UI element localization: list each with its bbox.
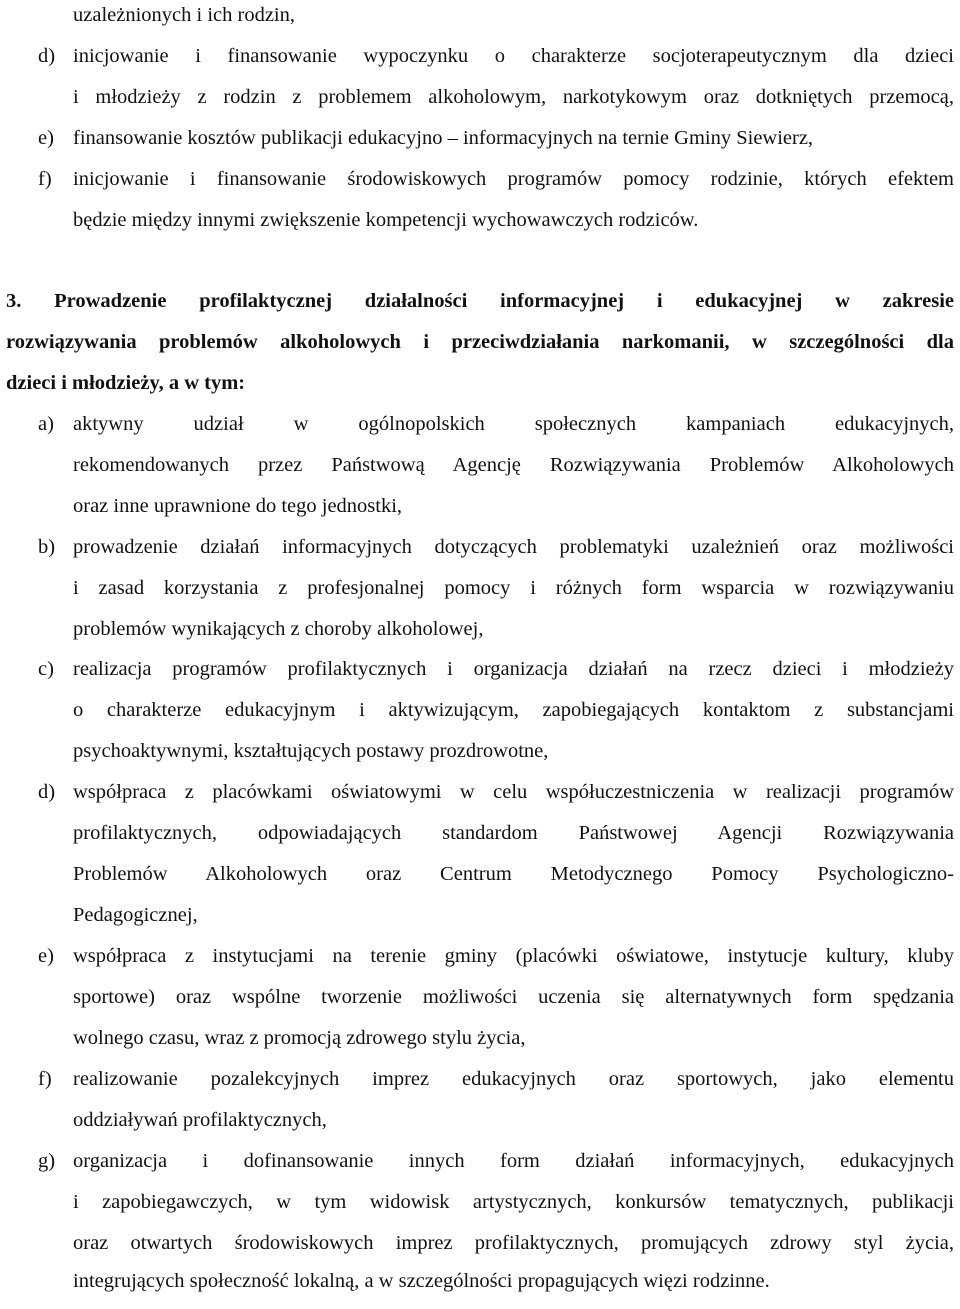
list-marker: b): [38, 536, 56, 558]
list-marker: e): [38, 945, 54, 967]
section-heading-line: rozwiązywania problemów alkoholowych i przeciwdziałania narkomanii, w szczególności dla: [6, 331, 954, 353]
list-item-line: oraz inne uprawnione do tego jednostki,: [73, 495, 403, 517]
list-marker: f): [38, 1068, 52, 1090]
list-marker: d): [38, 45, 56, 67]
list-item-line: profilaktycznych, odpowiadających standardom Państwowej Agencji Rozwiązywania: [73, 822, 954, 844]
list-item-line: współpraca z placówkami oświatowymi w celu współuczestniczenia w realizacji programów: [73, 781, 954, 803]
list-marker: a): [38, 413, 54, 435]
list-item-line: oddziaływań profilaktycznych,: [73, 1109, 327, 1131]
list-item-line: aktywny udział w ogólnopolskich społecznych kampaniach edukacyjnych,: [73, 413, 954, 435]
list-item-line: integrujących społeczność lokalną, a w szczególności propagujących więzi rodzinne.: [73, 1270, 770, 1292]
list-item-line: Pedagogicznej,: [73, 904, 198, 926]
list-marker: c): [38, 658, 54, 680]
list-item-line: sportowe) oraz wspólne tworzenie możliwości uczenia się alternatywnych form spędzania: [73, 986, 954, 1008]
list-item-line: rekomendowanych przez Państwową Agencję Rozwiązywania Problemów Alkoholowych: [73, 454, 954, 476]
list-item-line: organizacja i dofinansowanie innych form działań informacyjnych, edukacyjnych: [73, 1150, 954, 1172]
list-item-line: problemów wynikających z choroby alkoholowej,: [73, 618, 484, 640]
list-item-line: psychoaktywnymi, kształtujących postawy prozdrowotne,: [73, 740, 549, 762]
section-heading-line: 3. Prowadzenie profilaktycznej działalności informacyjnej i edukacyjnej w zakresie: [6, 290, 954, 312]
list-item-line: Problemów Alkoholowych oraz Centrum Metodycznego Pomocy Psychologiczno-: [73, 863, 954, 885]
list-item-line: oraz otwartych środowiskowych imprez profilaktycznych, promujących zdrowy styl życia,: [73, 1232, 954, 1254]
list-item-line: i młodzieży z rodzin z problemem alkoholowym, narkotykowym oraz dotkniętych przemocą,: [73, 86, 954, 108]
list-item-line: inicjowanie i finansowanie środowiskowych programów pomocy rodzinie, których efektem: [73, 168, 954, 190]
section-heading-line: dzieci i młodzieży, a w tym:: [6, 372, 246, 394]
list-marker: e): [38, 127, 54, 149]
list-item-line: inicjowanie i finansowanie wypoczynku o charakterze socjoterapeutycznym dla dzieci: [73, 45, 954, 67]
list-marker: f): [38, 168, 52, 190]
list-item-line: o charakterze edukacyjnym i aktywizującym, zapobiegających kontaktom z substancjami: [73, 699, 954, 721]
continued-list-line: uzależnionych i ich rodzin,: [73, 4, 295, 26]
list-item-line: realizowanie pozalekcyjnych imprez edukacyjnych oraz sportowych, jako elementu: [73, 1068, 954, 1090]
list-item-line: współpraca z instytucjami na terenie gminy (placówki oświatowe, instytucje kultury, kluby: [73, 945, 954, 967]
list-item-line: będzie między innymi zwiększenie kompetencji wychowawczych rodziców.: [73, 209, 699, 231]
list-marker: g): [38, 1150, 56, 1172]
list-item-line: wolnego czasu, wraz z promocją zdrowego stylu życia,: [73, 1027, 526, 1049]
list-item-line: i zasad korzystania z profesjonalnej pomocy i różnych form wsparcia w rozwiązywaniu: [73, 577, 954, 599]
list-item-line: finansowanie kosztów publikacji edukacyjno – informacyjnych na ternie Gminy Siewierz,: [73, 127, 814, 149]
list-item-line: realizacja programów profilaktycznych i organizacja działań na rzecz dzieci i młodzieży: [73, 658, 954, 680]
list-marker: d): [38, 781, 56, 803]
list-item-line: i zapobiegawczych, w tym widowisk artystycznych, konkursów tematycznych, publikacji: [73, 1191, 954, 1213]
list-item-line: prowadzenie działań informacyjnych dotyczących problematyki uzależnień oraz możliwości: [73, 536, 954, 558]
